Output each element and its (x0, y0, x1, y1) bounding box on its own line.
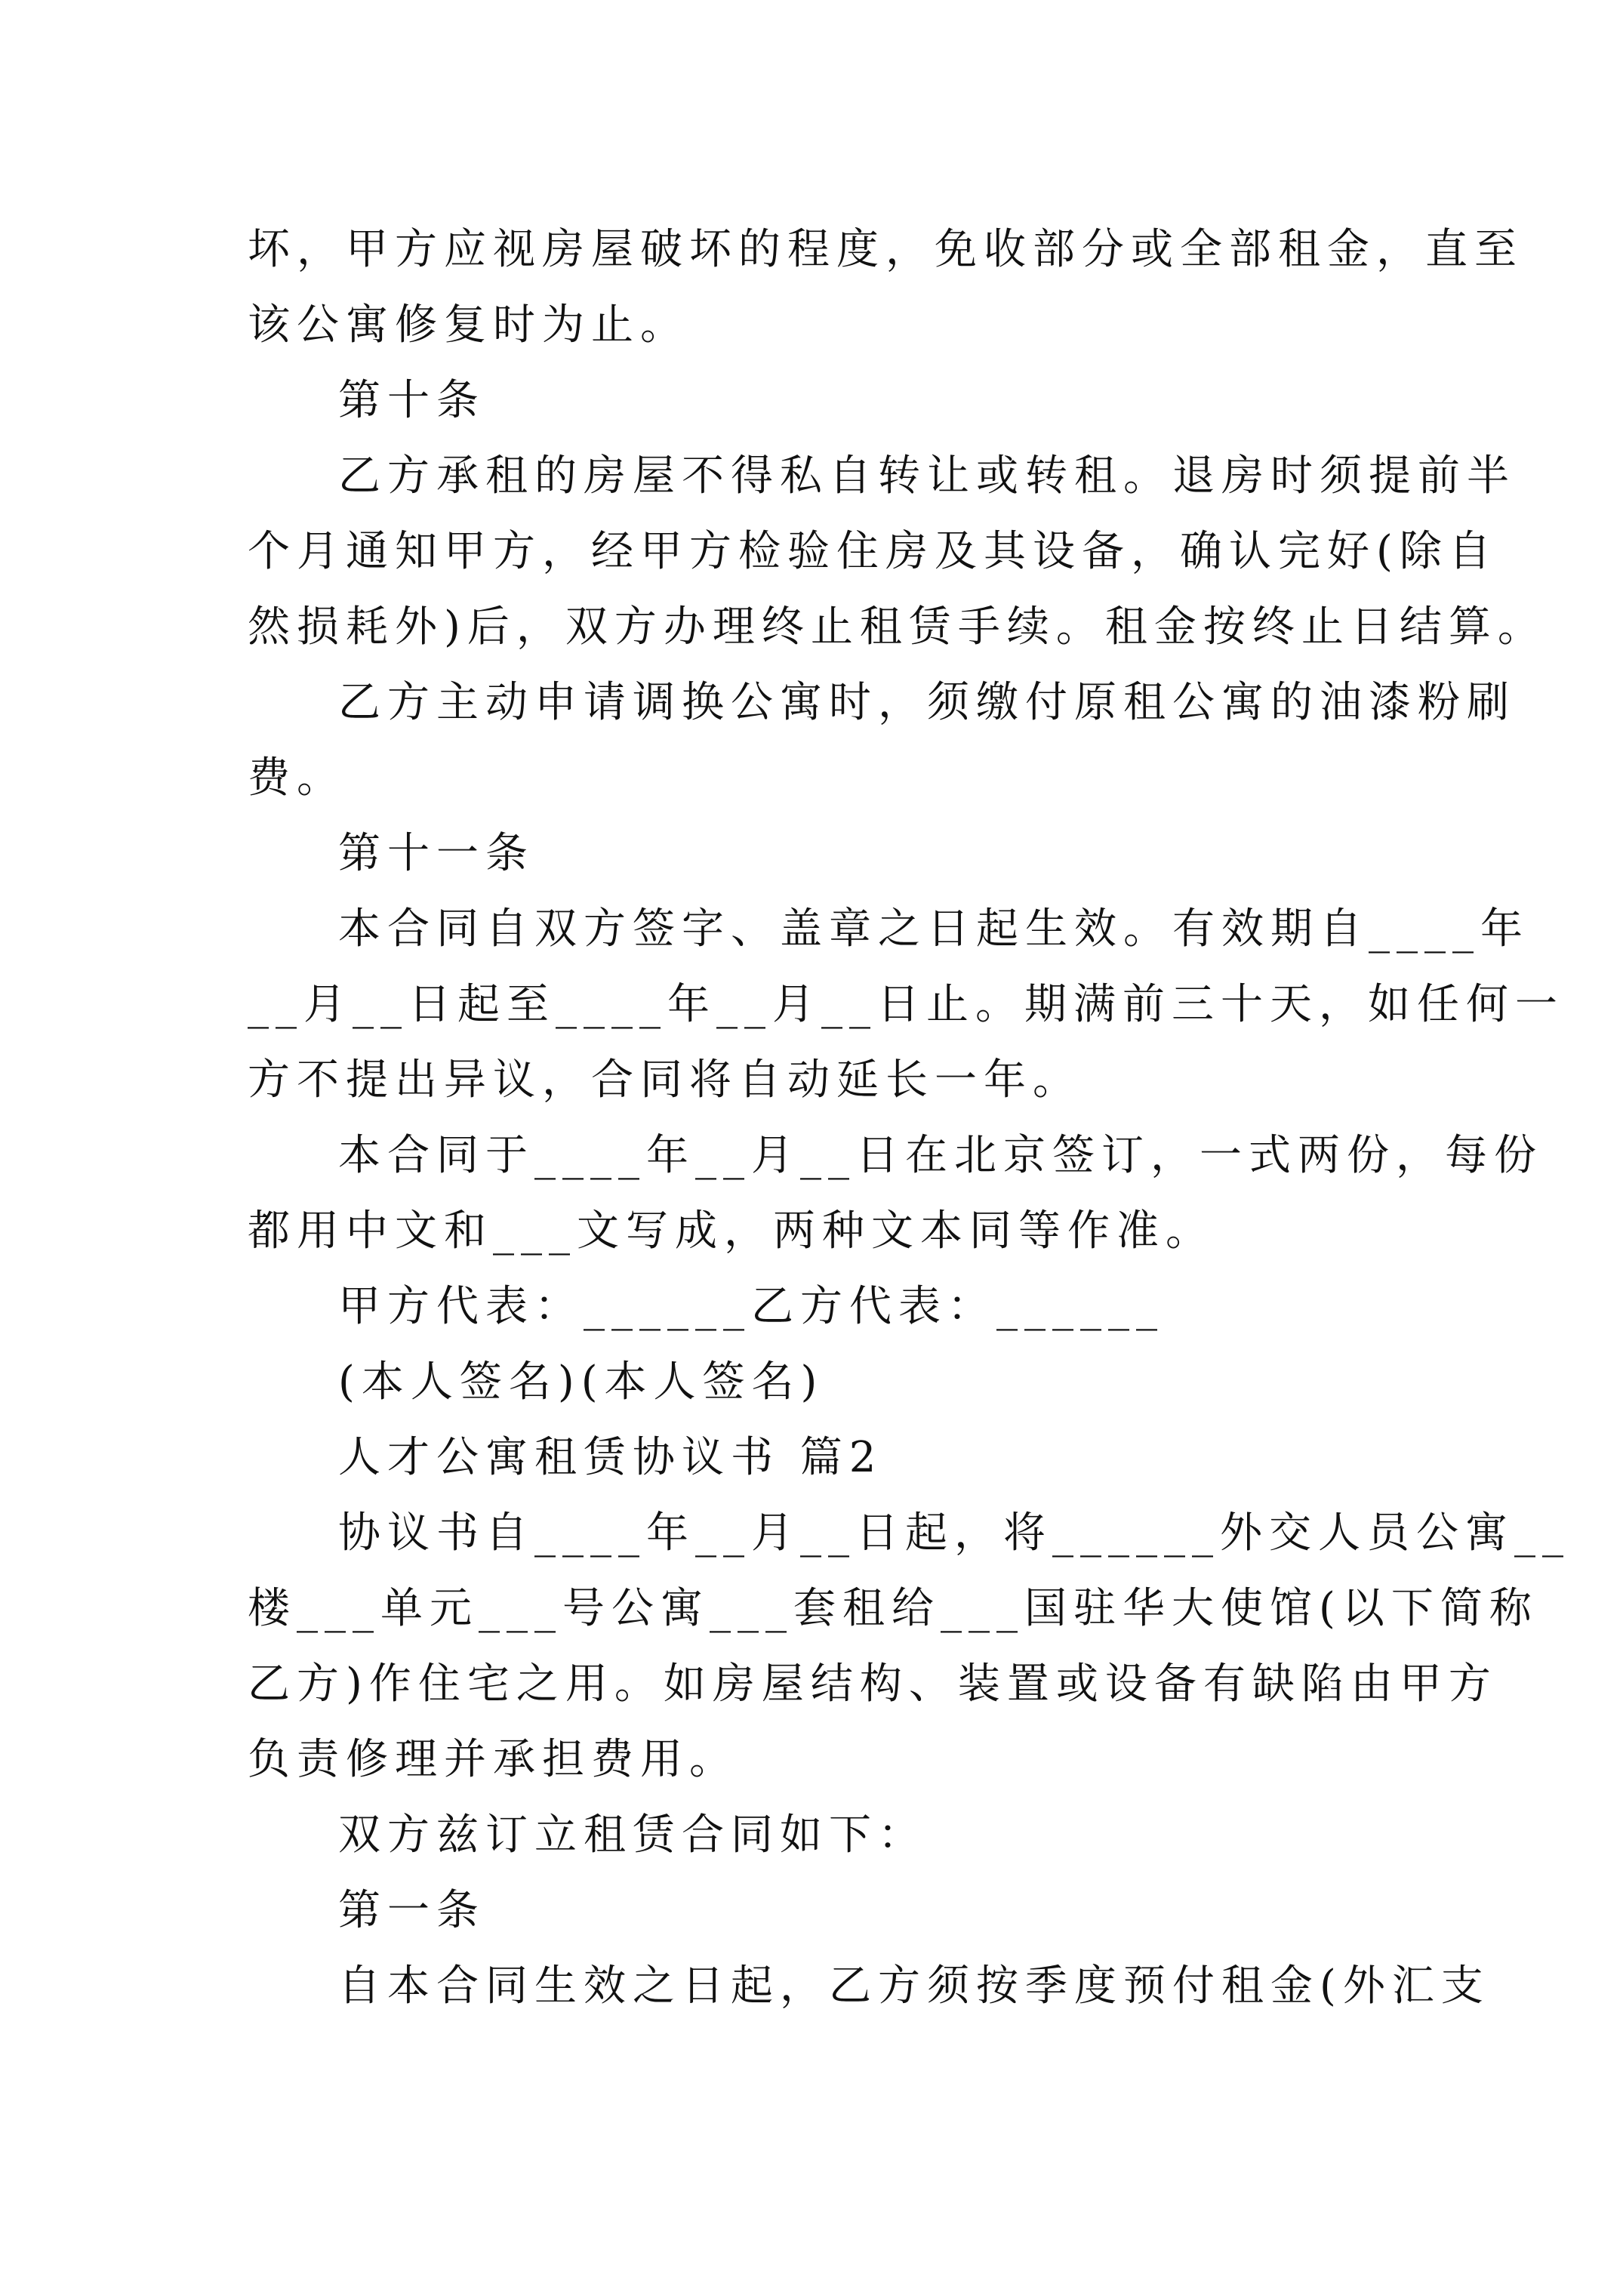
paragraph-line: 方不提出异议，合同将自动延长一年。 (248, 1056, 1082, 1105)
paragraph-line: 乙方承租的房屋不得私自转让或转租。退房时须提前半 (338, 451, 1516, 501)
paragraph-line: 自本合同生效之日起，乙方须按季度预付租金(外汇支 (338, 1962, 1490, 2011)
section-heading: 第一条 (338, 1886, 485, 1935)
paragraph-line: 本合同自双方签字、盖章之日起生效。有效期自____年 (338, 905, 1529, 954)
paragraph-line: 协议书自____年__月__日起，将______外交人员公寓__ (338, 1509, 1570, 1558)
paragraph-line: 该公寓修复时为止。 (248, 300, 689, 350)
paragraph-line: 个月通知甲方，经甲方检验住房及其设备，确认完好(除自 (248, 527, 1498, 576)
signature-line: 甲方代表：______乙方代表：______ (338, 1282, 1164, 1331)
paragraph-line: 本合同于____年__月__日在北京签订，一式两份，每份 (338, 1131, 1543, 1180)
paragraph-line: 双方兹订立租赁合同如下： (338, 1811, 927, 1860)
signature-note: (本人签名)(本人签名) (338, 1358, 824, 1407)
paragraph-line: 都用中文和___文写成，两种文本同等作准。 (248, 1207, 1215, 1256)
paragraph-line: __月__日起至____年__月__日止。期满前三十天，如任何一 (248, 980, 1564, 1029)
paragraph-line: 乙方主动申请调换公寓时，须缴付原租公寓的油漆粉刷 (338, 678, 1516, 727)
paragraph-line: 负责修理并承担费用。 (248, 1735, 738, 1784)
section-heading: 第十一条 (338, 829, 534, 878)
paragraph-line: 楼___单元___号公寓___套租给___国驻华大使馆(以下简称 (248, 1584, 1538, 1633)
section-heading: 第十条 (338, 376, 485, 425)
paragraph-line: 费。 (248, 754, 346, 803)
paragraph-line: 乙方)作住宅之用。如房屋结构、装置或设备有缺陷由甲方 (248, 1660, 1498, 1709)
paragraph-line: 然损耗外)后，双方办理终止租赁手续。租金按终止日结算。 (248, 603, 1547, 652)
document-title: 人才公寓租赁协议书 篇2 (338, 1433, 883, 1482)
paragraph-line: 坏，甲方应视房屋破坏的程度，免收部分或全部租金，直至 (248, 225, 1523, 274)
